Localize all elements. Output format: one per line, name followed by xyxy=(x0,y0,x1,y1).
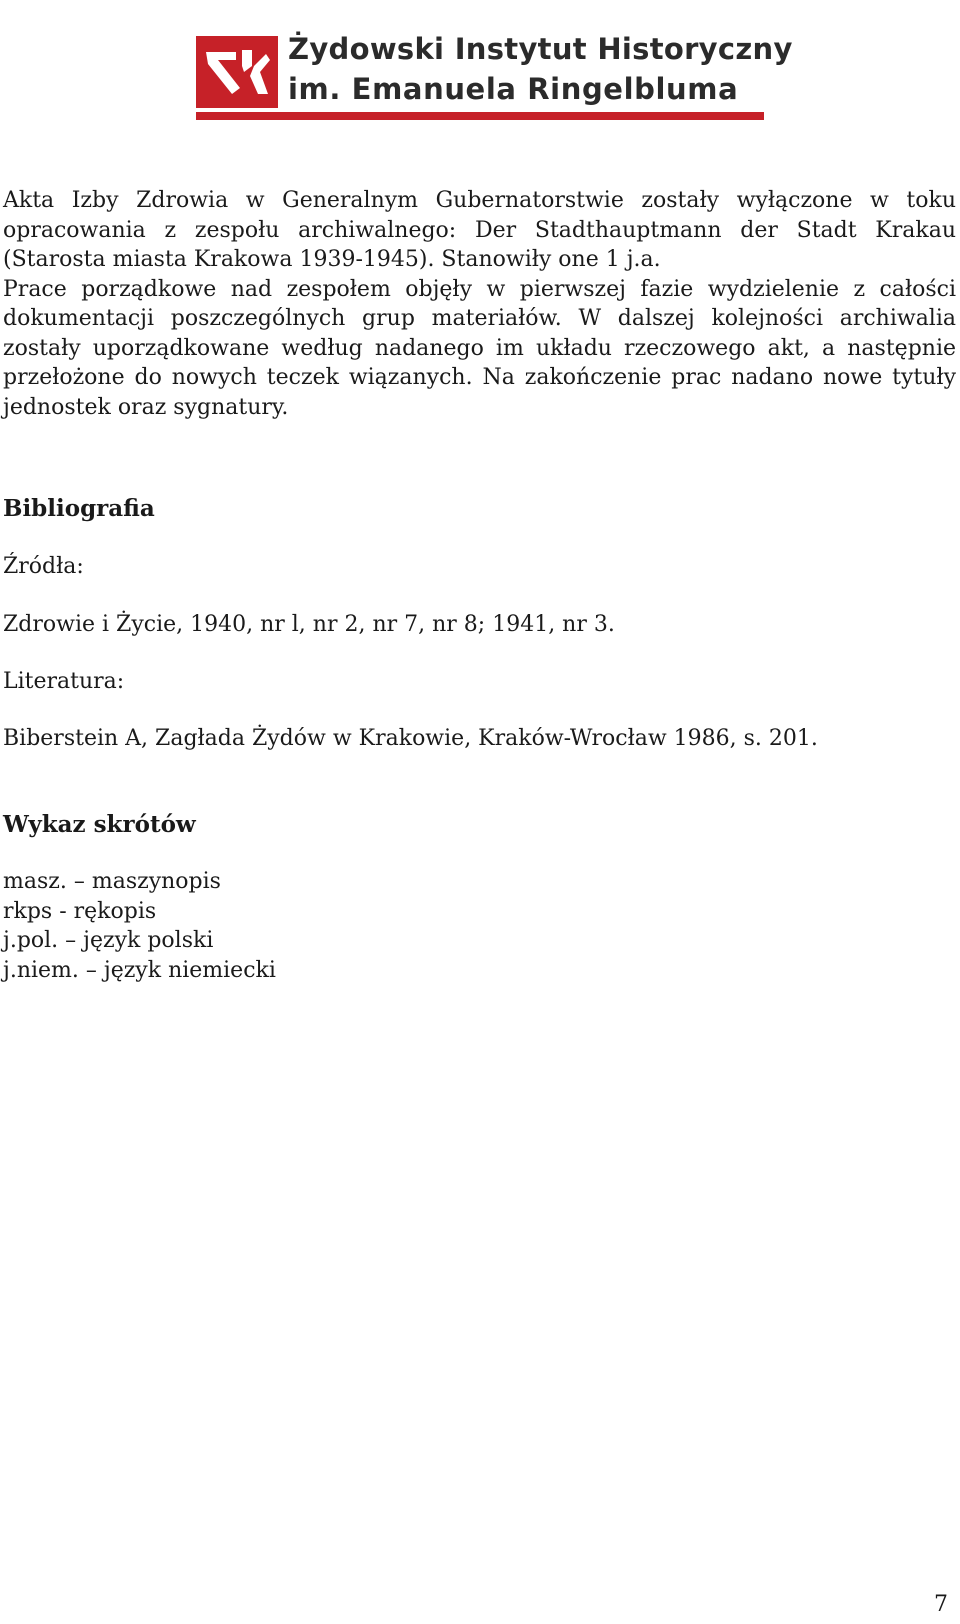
list-item: j.niem. – język niemiecki xyxy=(3,957,276,983)
zih-emblem-icon xyxy=(196,36,278,108)
logo-underline xyxy=(196,112,764,120)
bibliography-heading: Bibliografia xyxy=(3,495,155,522)
sources-entry: Zdrowie i Życie, 1940, nr l, nr 2, nr 7, nr 8; 1941, nr 3. xyxy=(3,612,615,637)
list-item: rkps - rękopis xyxy=(3,898,157,924)
sources-label-block xyxy=(3,552,943,582)
paragraph-archive-origin: Akta Izby Zdrowia w Generalnym Gubernatorstwie zostały wyłączone w toku opracowania z zespołu archiwalnego: Der Stadthauptmann der Stadt Krakau (Starosta miasta Krakowa 1939-1945). Stanowiły one 1 j.a. xyxy=(3,188,956,272)
bibliography-heading-block xyxy=(3,494,943,524)
page-number: 7 xyxy=(934,1592,948,1617)
paragraph-processing: Prace porządkowe nad zespołem objęły w pierwszej fazie wydzielenie z całości dokumentacji poszczególnych grup materiałów. W dalszej kolejności archiwalia zostały uporządkowane według nadanego im układu rzeczowego akt, a następnie przełożone do nowych teczek wiązanych. Na zakończenie prac nadano nowe tytuły jednostek oraz sygnatury. xyxy=(3,276,956,420)
literature-label-block xyxy=(3,667,943,697)
logo-title: Żydowski Instytut Historyczny xyxy=(288,32,793,66)
abbreviations-heading-block xyxy=(3,810,943,840)
list-item: masz. – maszynopis xyxy=(3,869,221,894)
sources-entry-block xyxy=(3,610,943,640)
institute-logo xyxy=(196,30,793,122)
list-item: j.pol. – język polski xyxy=(3,928,214,953)
sources-label: Źródła: xyxy=(3,554,84,579)
literature-entry: Biberstein A, Zagłada Żydów w Krakowie, Kraków-Wrocław 1986, s. 201. xyxy=(3,726,818,751)
logo-subtitle: im. Emanuela Ringelbluma xyxy=(288,72,739,106)
intro-text xyxy=(3,186,956,422)
literature-entry-block xyxy=(3,724,943,754)
literature-label: Literatura: xyxy=(3,669,125,694)
abbreviations-list xyxy=(3,867,943,985)
abbreviations-heading: Wykaz skrótów xyxy=(3,811,196,838)
